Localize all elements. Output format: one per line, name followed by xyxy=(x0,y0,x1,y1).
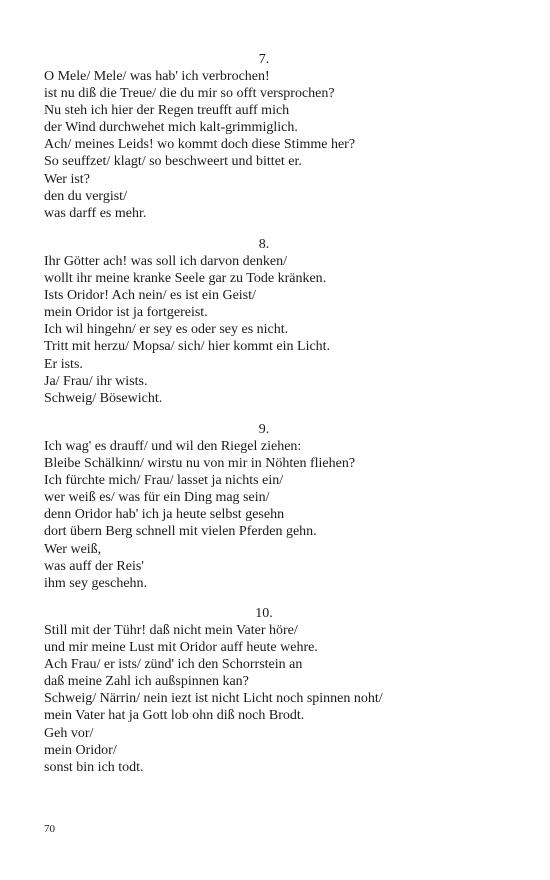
verse-line: Ja/ Frau/ ihr wists. xyxy=(44,373,148,389)
stanza-number: 7. xyxy=(258,52,270,67)
verse-line: Still mit der Tühr! daß nicht mein Vater höre/ xyxy=(44,623,298,638)
verse-line: mein Oridor ist ja fortgereist. xyxy=(44,305,208,321)
verse-line: und mir meine Lust mit Oridor auff heute wehre. xyxy=(44,640,318,656)
verse-line: denn Oridor hab' ich ja heute selbst gesehn xyxy=(44,507,285,523)
verse-line: Nu steh ich hier der Regen treufft auff mich xyxy=(44,103,290,119)
verse-line: Geh vor/ xyxy=(44,725,94,741)
verse-line: wer weiß es/ was für ein Ding mag sein/ xyxy=(44,490,270,506)
verse-line: Bleibe Schälkinn/ wirstu nu von mir in Nöhten fliehen? xyxy=(44,456,356,472)
stanza-9 xyxy=(44,421,484,592)
verse-line: dort übern Berg schnell mit vielen Pferden gehn. xyxy=(44,524,317,540)
verse-line: Schweig/ Bösewicht. xyxy=(44,390,163,406)
stanza-8 xyxy=(44,236,484,407)
stanza-number: 10. xyxy=(255,606,273,621)
verse-line: was auff der Reis' xyxy=(44,558,144,574)
stanza-10 xyxy=(44,605,484,776)
verse-line: der Wind durchwehet mich kalt-grimmiglich. xyxy=(44,120,298,136)
stanza-number: 9. xyxy=(258,422,270,437)
verse-line: Ists Oridor! Ach nein/ es ist ein Geist/ xyxy=(44,288,256,304)
verse-line: was darff es mehr. xyxy=(44,205,147,221)
verse-line: O Mele/ Mele/ was hab' ich verbrochen! xyxy=(44,69,270,84)
verse-line: Ich wil hingehn/ er sey es oder sey es nicht. xyxy=(44,322,289,338)
verse-line: sonst bin ich todt. xyxy=(44,759,144,775)
page-number: 70 xyxy=(44,823,55,835)
verse-line: Ach Frau/ er ists/ zünd' ich den Schorrstein an xyxy=(44,657,303,673)
verse-line: ist nu diß die Treue/ die du mir so offt versprochen? xyxy=(44,86,335,102)
verse-line: Wer weiß, xyxy=(44,541,102,557)
verse-line: Ich fürchte mich/ Frau/ lasset ja nichts ein/ xyxy=(44,473,284,489)
verse-line: daß meine Zahl ich außspinnen kan? xyxy=(44,674,249,690)
verse-line: Wer ist? xyxy=(44,171,90,187)
verse-line: Tritt mit herzu/ Mopsa/ sich/ hier kommt ein Licht. xyxy=(44,339,331,355)
verse-line: ihm sey geschehn. xyxy=(44,575,148,591)
verse-line: Er ists. xyxy=(44,356,83,372)
verse-line: den du vergist/ xyxy=(44,188,127,204)
verse-line: Ihr Götter ach! was soll ich darvon denken/ xyxy=(44,254,287,269)
stanza-number: 8. xyxy=(258,237,270,252)
verse-line: mein Vater hat ja Gott lob ohn diß noch Brodt. xyxy=(44,708,305,724)
verse-line: Schweig/ Närrin/ nein iezt ist nicht Licht noch spinnen noht/ xyxy=(44,691,383,707)
verse-line: So seuffzet/ klagt/ so beschweert und bittet er. xyxy=(44,154,302,170)
verse-line: Ich wag' es drauff/ und wil den Riegel ziehen: xyxy=(44,439,302,454)
verse-line: mein Oridor/ xyxy=(44,742,117,758)
stanza-7 xyxy=(44,51,484,222)
verse-line: wollt ihr meine kranke Seele gar zu Tode kränken. xyxy=(44,271,327,287)
verse-line: Ach/ meines Leids! wo kommt doch diese Stimme her? xyxy=(44,137,356,153)
